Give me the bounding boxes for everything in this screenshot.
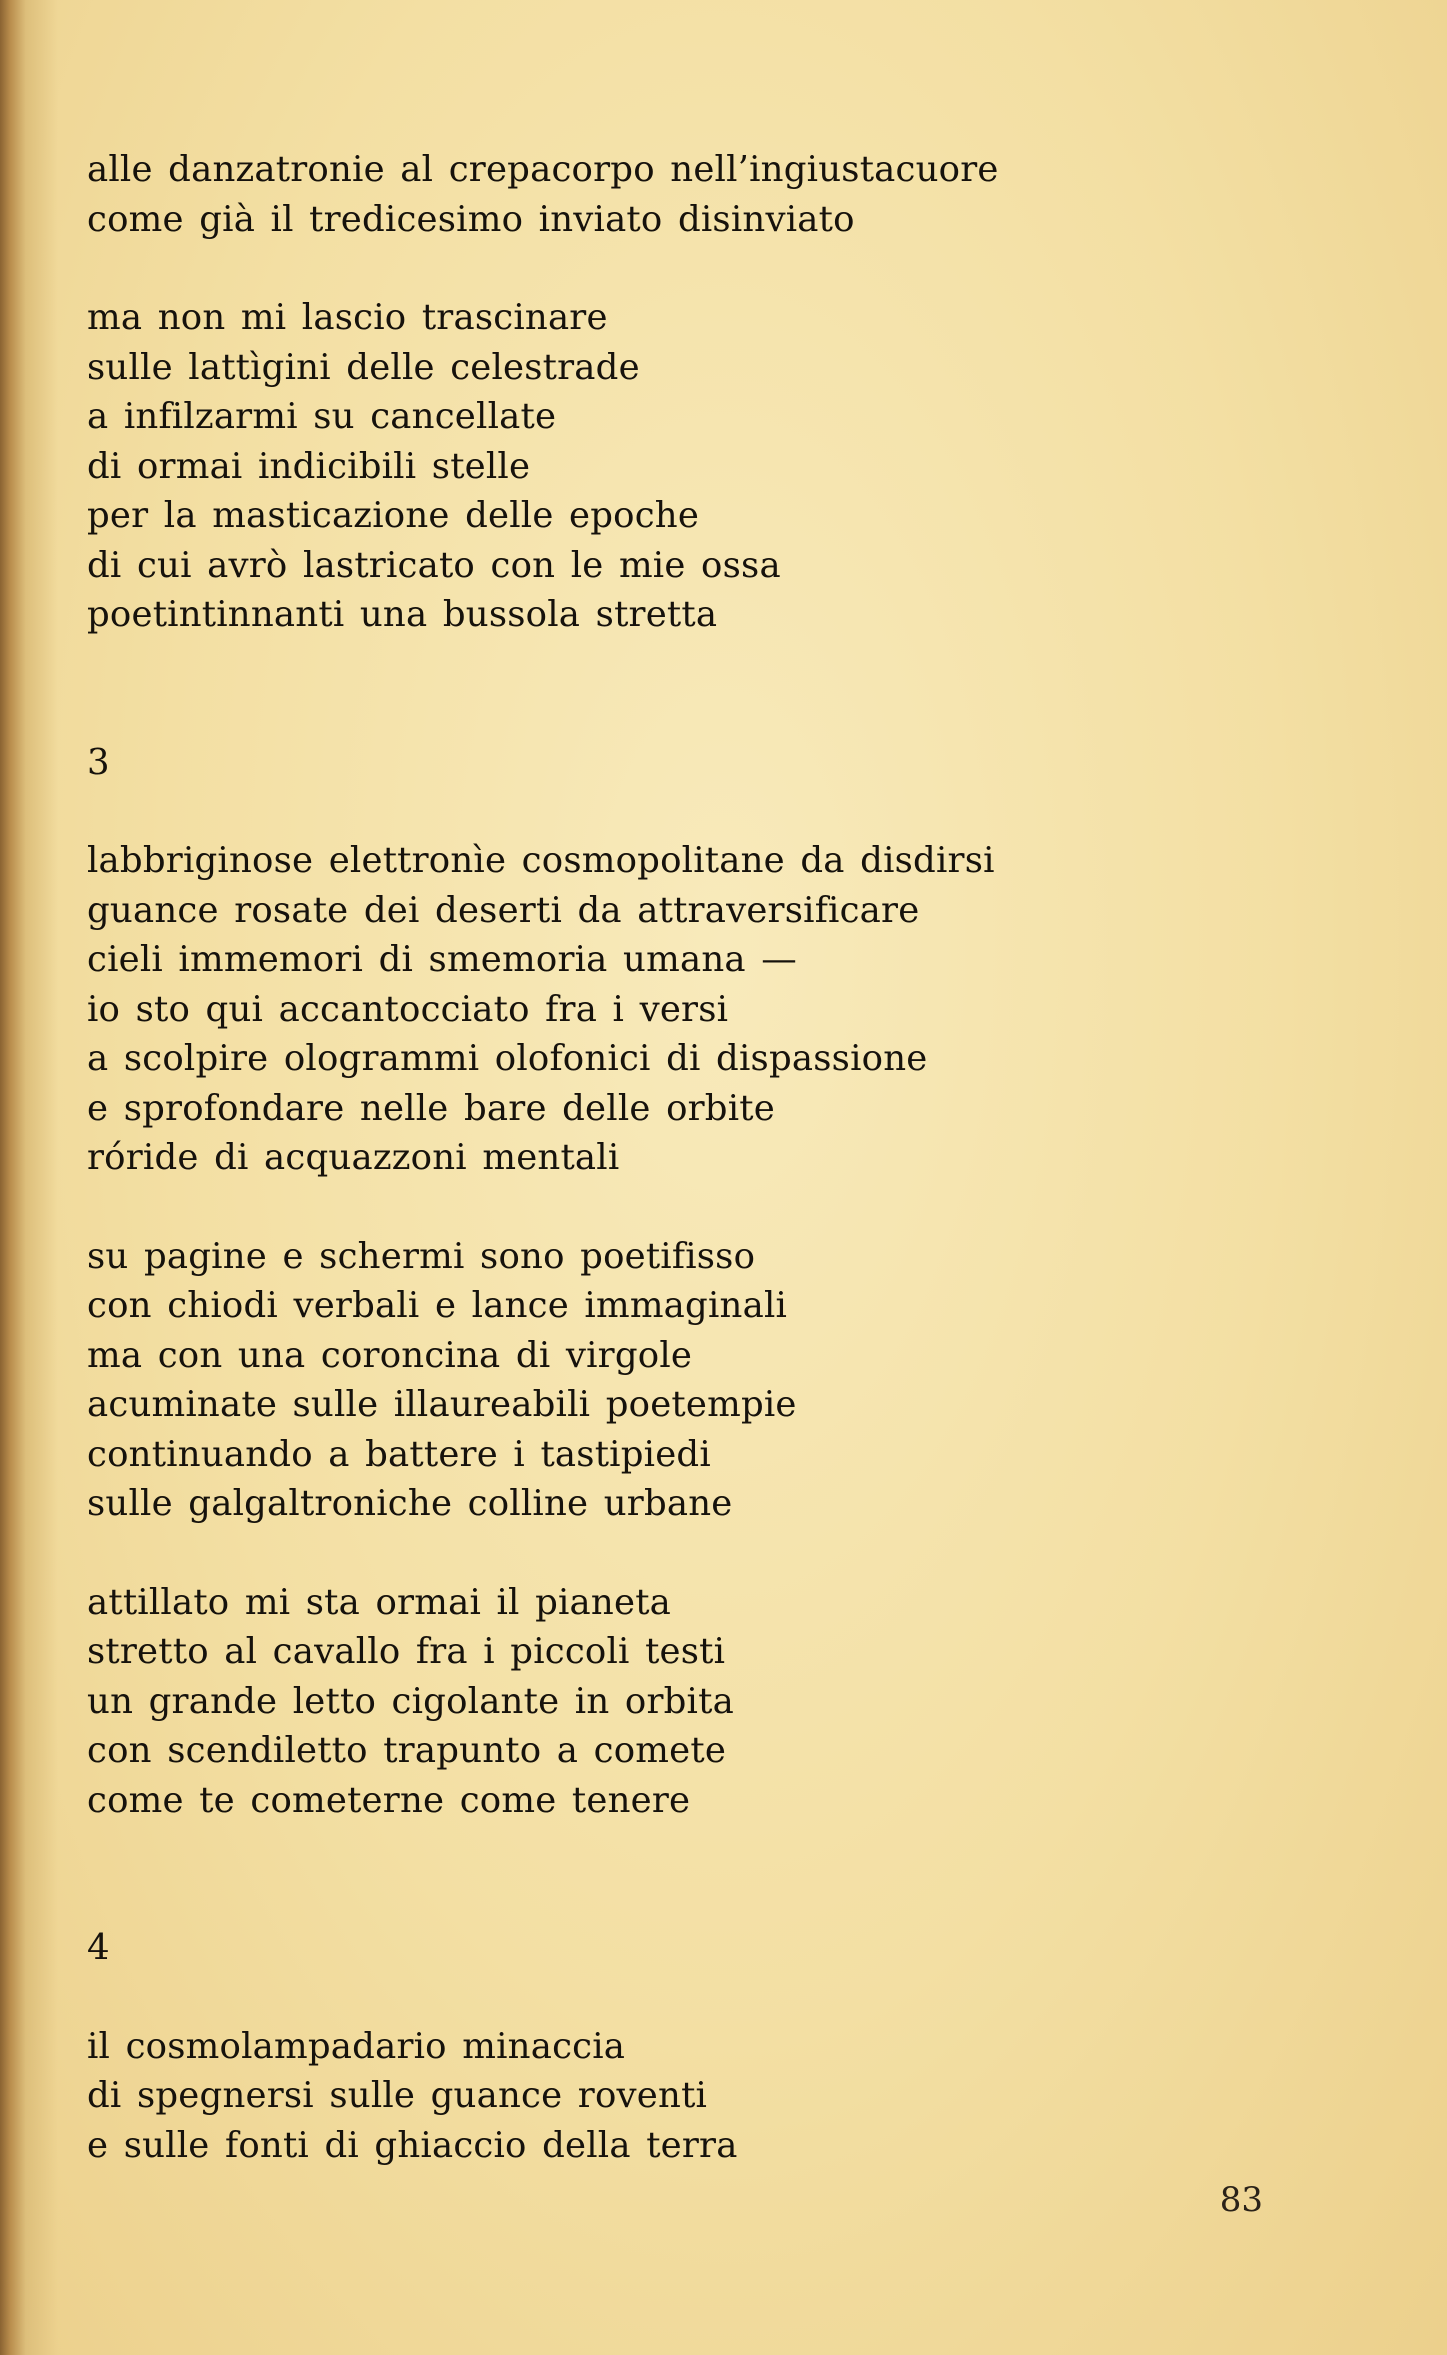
- verse-line: sulle lattìgini delle celestrade: [87, 346, 640, 388]
- verse-line: su pagine e schermi sono poetifisso: [87, 1235, 756, 1277]
- verse-line: di cui avrò lastricato con le mie ossa: [87, 544, 781, 586]
- verse-line: e sulle fonti di ghiaccio della terra: [87, 2124, 738, 2166]
- stanza: [87, 2022, 1347, 2171]
- poem-text: [87, 145, 1347, 2219]
- verse-line: alle danzatronie al crepacorpo nell’ingiustacuore: [87, 149, 999, 190]
- verse-line: a infilzarmi su cancellate: [87, 396, 557, 437]
- page-number: 83: [1219, 2180, 1263, 2220]
- stanza: [87, 1232, 1347, 1529]
- section-number: 4: [87, 1927, 110, 1968]
- verse-line: di ormai indicibili stelle: [87, 445, 531, 487]
- verse-line: come te cometerne come tenere: [87, 1779, 691, 1821]
- verse-line: come già il tredicesimo inviato disinviato: [87, 198, 855, 240]
- verse-line: stretto al cavallo fra i piccoli testi: [87, 1631, 726, 1672]
- verse-line: guance rosate dei deserti da attraversificare: [87, 889, 920, 931]
- stanza: [87, 1578, 1347, 1826]
- section-number: 3: [87, 741, 110, 783]
- verse-line: continuando a battere i tastipiedi: [87, 1433, 711, 1475]
- stanza: [87, 293, 1347, 640]
- verse-line: labbriginose elettronìe cosmopolitane da disdirsi: [87, 840, 995, 881]
- verse-line: di spegnersi sulle guance roventi: [87, 2075, 708, 2116]
- verse-line: con scendiletto trapunto a comete: [87, 1730, 727, 1771]
- verse-line: e sprofondare nelle bare delle orbite: [87, 1087, 775, 1129]
- verse-line: cieli immemori di smemoria umana —: [87, 939, 797, 980]
- verse-line: ma con una coroncina di virgole: [87, 1334, 693, 1376]
- verse-line: poetintinnanti una bussola stretta: [87, 594, 718, 635]
- verse-line: acuminate sulle illaureabili poetempie: [87, 1384, 797, 1425]
- verse-line: ma non mi lascio trascinare: [87, 297, 608, 338]
- verse-line: a scolpire ologrammi olofonici di dispassione: [87, 1038, 928, 1079]
- verse-line: con chiodi verbali e lance immaginali: [87, 1285, 788, 1326]
- verse-line: il cosmolampadario minaccia: [87, 2025, 626, 2067]
- stanza: [87, 836, 1347, 1183]
- verse-line: io sto qui accantocciato fra i versi: [87, 988, 729, 1030]
- verse-line: attillato mi sta ormai il pianeta: [87, 1581, 672, 1623]
- stanza: [87, 145, 1347, 244]
- verse-line: un grande letto cigolante in orbita: [87, 1680, 734, 1722]
- verse-line: rόride di acquazzoni mentali: [87, 1137, 620, 1178]
- verse-line: per la masticazione delle epoche: [87, 495, 700, 536]
- verse-line: sulle galgaltroniche colline urbane: [87, 1483, 733, 1524]
